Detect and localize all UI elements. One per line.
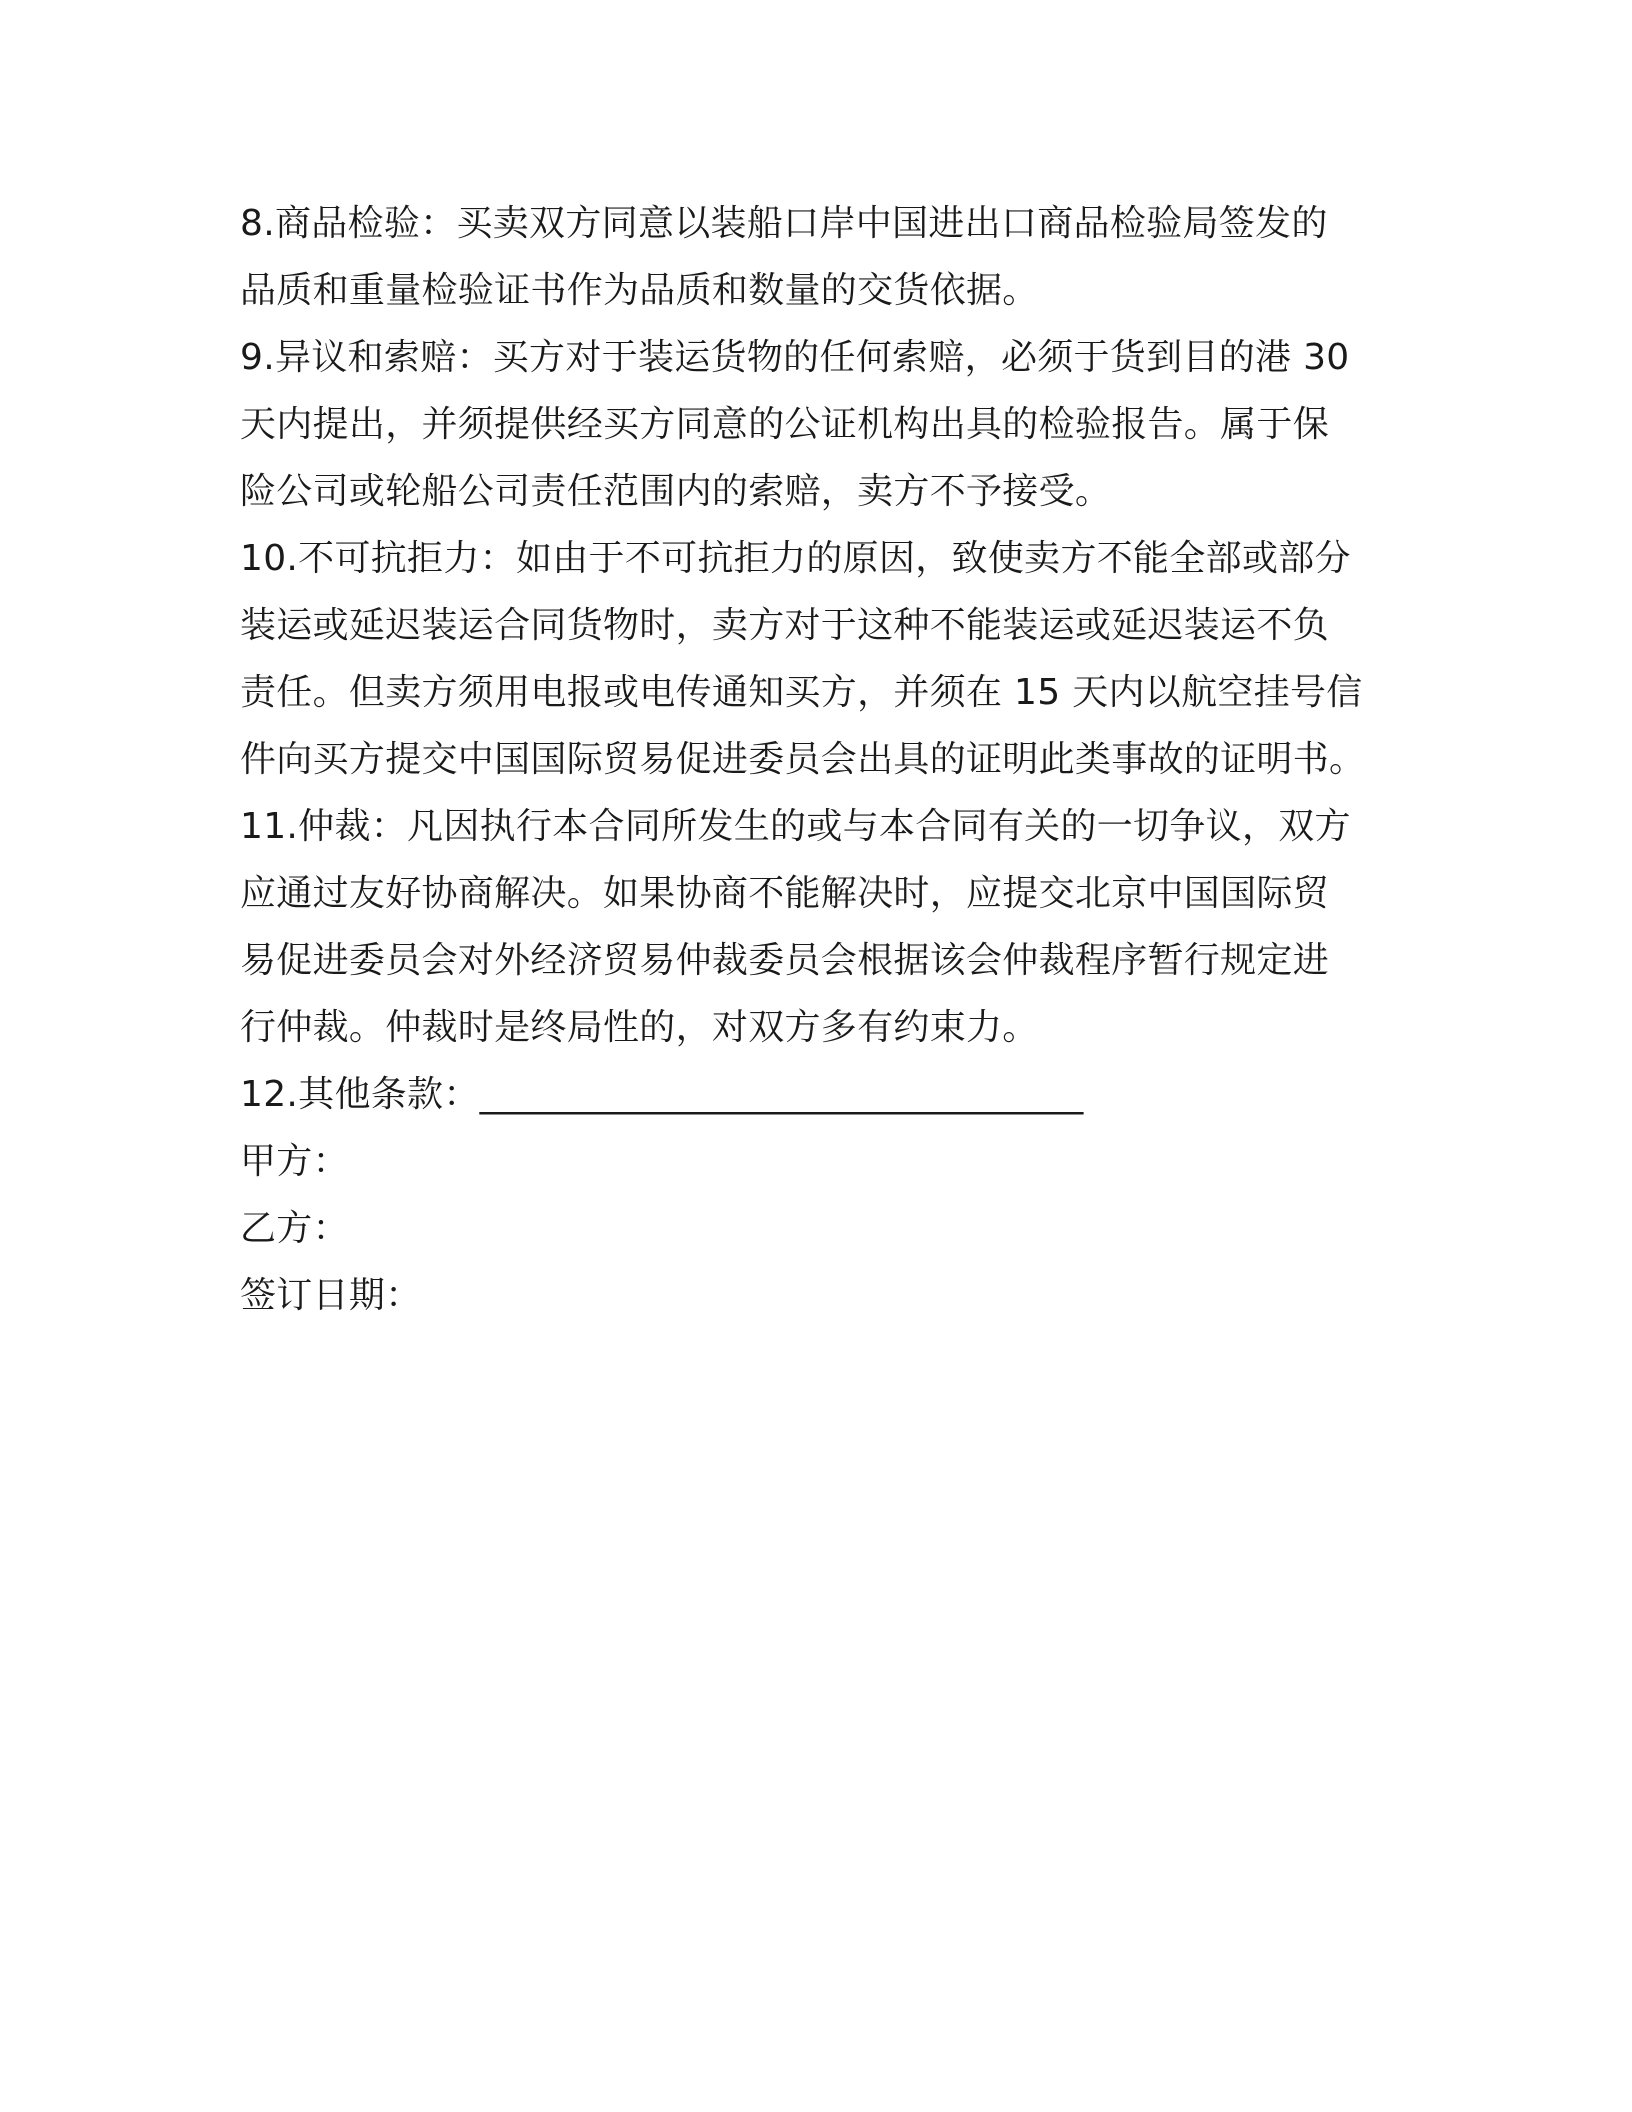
sign-date-label: 签订日期： <box>240 1275 422 1316</box>
clause-8 <box>240 190 1390 324</box>
clause-8-line-2: 品质和重量检验证书作为品质和数量的交货依据。 <box>240 270 1039 311</box>
signature-block <box>240 1128 1390 1329</box>
clause-9-line-3: 险公司或轮船公司责任范围内的索赔，卖方不予接受。 <box>240 471 1112 512</box>
clause-10 <box>240 525 1390 793</box>
clause-11 <box>240 793 1390 1061</box>
clause-9-line-2: 天内提出，并须提供经买方同意的公证机构出具的检验报告。属于保 <box>240 404 1330 445</box>
clause-12-line-1: 12.其他条款：_________________________________ <box>240 1074 1084 1115</box>
clause-10-line-4: 件向买方提交中国国际贸易促进委员会出具的证明此类事故的证明书。 <box>240 739 1366 780</box>
clause-12 <box>240 1061 1390 1128</box>
clause-10-line-3: 责任。但卖方须用电报或电传通知买方，并须在 15 天内以航空挂号信 <box>240 672 1363 713</box>
party-b-label: 乙方： <box>240 1208 349 1249</box>
clause-11-line-1: 11.仲裁：凡因执行本合同所发生的或与本合同有关的一切争议，双方 <box>240 806 1351 847</box>
clause-9-line-1: 9.异议和索赔：买方对于装运货物的任何索赔，必须于货到目的港 30 <box>240 337 1350 378</box>
clause-11-line-3: 易促进委员会对外经济贸易仲裁委员会根据该会仲裁程序暂行规定进 <box>240 940 1330 981</box>
clause-11-line-2: 应通过友好协商解决。如果协商不能解决时，应提交北京中国国际贸 <box>240 873 1330 914</box>
clause-10-line-1: 10.不可抗拒力：如由于不可抗拒力的原因，致使卖方不能全部或部分 <box>240 538 1351 579</box>
clause-9 <box>240 324 1390 525</box>
clause-10-line-2: 装运或延迟装运合同货物时，卖方对于这种不能装运或延迟装运不负 <box>240 605 1330 646</box>
clause-11-line-4: 行仲裁。仲裁时是终局性的，对双方多有约束力。 <box>240 1007 1039 1048</box>
party-a-label: 甲方： <box>240 1141 349 1182</box>
contract-body <box>240 190 1390 1329</box>
clause-8-line-1: 8.商品检验：买卖双方同意以装船口岸中国进出口商品检验局签发的 <box>240 203 1328 244</box>
